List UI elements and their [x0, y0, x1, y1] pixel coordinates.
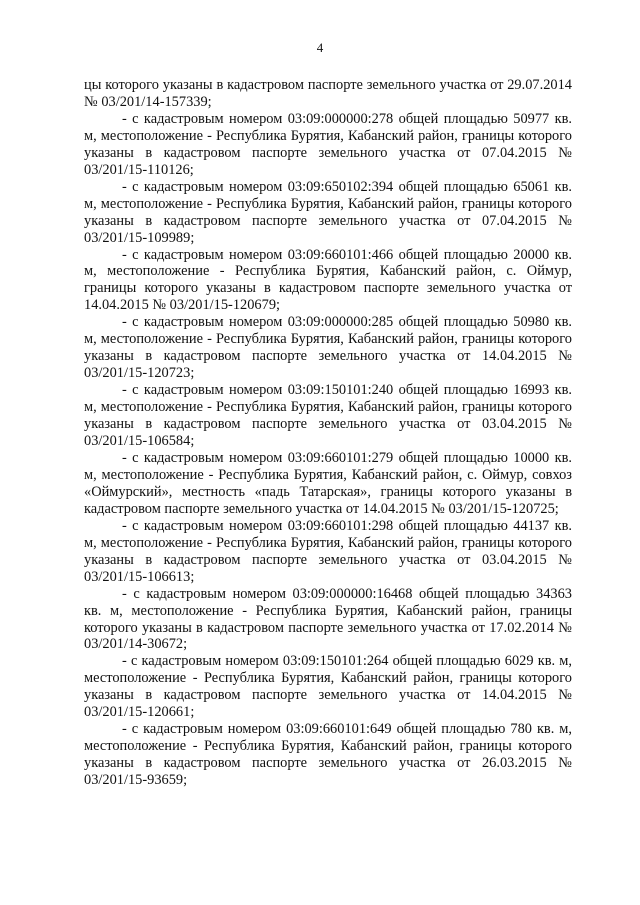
list-item-parcel: - с кадастровым номером 03:09:650102:394 общей площадью 65061 кв. м, местоположение - Республика Бурятия, Кабанский район, границы которого указаны в кадастровом паспорте земельного участка от 07.04.2015 № 03/201/15-109989;	[84, 178, 572, 246]
document-body	[84, 77, 572, 789]
list-item-parcel: - с кадастровым номером 03:09:150101:264 общей площадью 6029 кв. м, местоположение - Республика Бурятия, Кабанский район, границы которого указаны в кадастровом паспорте земельного участка от 14.04.2015 № 03/201/15-120661;	[84, 653, 572, 721]
list-item-parcel: - с кадастровым номером 03:09:660101:298 общей площадью 44137 кв. м, местоположение - Республика Бурятия, Кабанский район, границы которого указаны в кадастровом паспорте земельного участка от 03.04.2015 № 03/201/15-106613;	[84, 517, 572, 585]
list-item-parcel: - с кадастровым номером 03:09:000000:16468 общей площадью 34363 кв. м, местоположение - Республика Бурятия, Кабанский район, границы которого указаны в кадастровом паспорте земельного участка от 17.02.2014 № 03/201/14-30672;	[84, 585, 572, 653]
list-item-parcel: - с кадастровым номером 03:09:660101:649 общей площадью 780 кв. м, местоположение - Республика Бурятия, Кабанский район, границы которого указаны в кадастровом паспорте земельного участка от 26.03.2015 № 03/201/15-93659;	[84, 721, 572, 789]
list-item-parcel: - с кадастровым номером 03:09:000000:285 общей площадью 50980 кв. м, местоположение - Республика Бурятия, Кабанский район, границы которого указаны в кадастровом паспорте земельного участка от 14.04.2015 № 03/201/15-120723;	[84, 314, 572, 382]
list-item-parcel: - с кадастровым номером 03:09:000000:278 общей площадью 50977 кв. м, местоположение - Республика Бурятия, Кабанский район, границы которого указаны в кадастровом паспорте земельного участка от 07.04.2015 № 03/201/15-110126;	[84, 110, 572, 178]
page-number: 4	[316, 40, 324, 55]
paragraph-continuation: цы которого указаны в кадастровом паспорте земельного участка от 29.07.2014 № 03/201/14-157339;	[84, 77, 572, 110]
list-item-parcel: - с кадастровым номером 03:09:660101:279 общей площадью 10000 кв. м, местоположение - Республика Бурятия, Кабанский район, с. Оймур, совхоз «Оймурский», местность «падь Татарская», границы которого указаны в кадастровом паспорте земельного участка от 14.04.2015 № 03/201/15-120725;	[84, 449, 572, 517]
list-item-parcel: - с кадастровым номером 03:09:150101:240 общей площадью 16993 кв. м, местоположение - Республика Бурятия, Кабанский район, границы которого указаны в кадастровом паспорте земельного участка от 03.04.2015 № 03/201/15-106584;	[84, 382, 572, 450]
list-item-parcel: - с кадастровым номером 03:09:660101:466 общей площадью 20000 кв. м, местоположение - Республика Бурятия, Кабанский район, с. Оймур, границы которого указаны в кадастровом паспорте земельного участка от 14.04.2015 № 03/201/15-120679;	[84, 246, 572, 314]
